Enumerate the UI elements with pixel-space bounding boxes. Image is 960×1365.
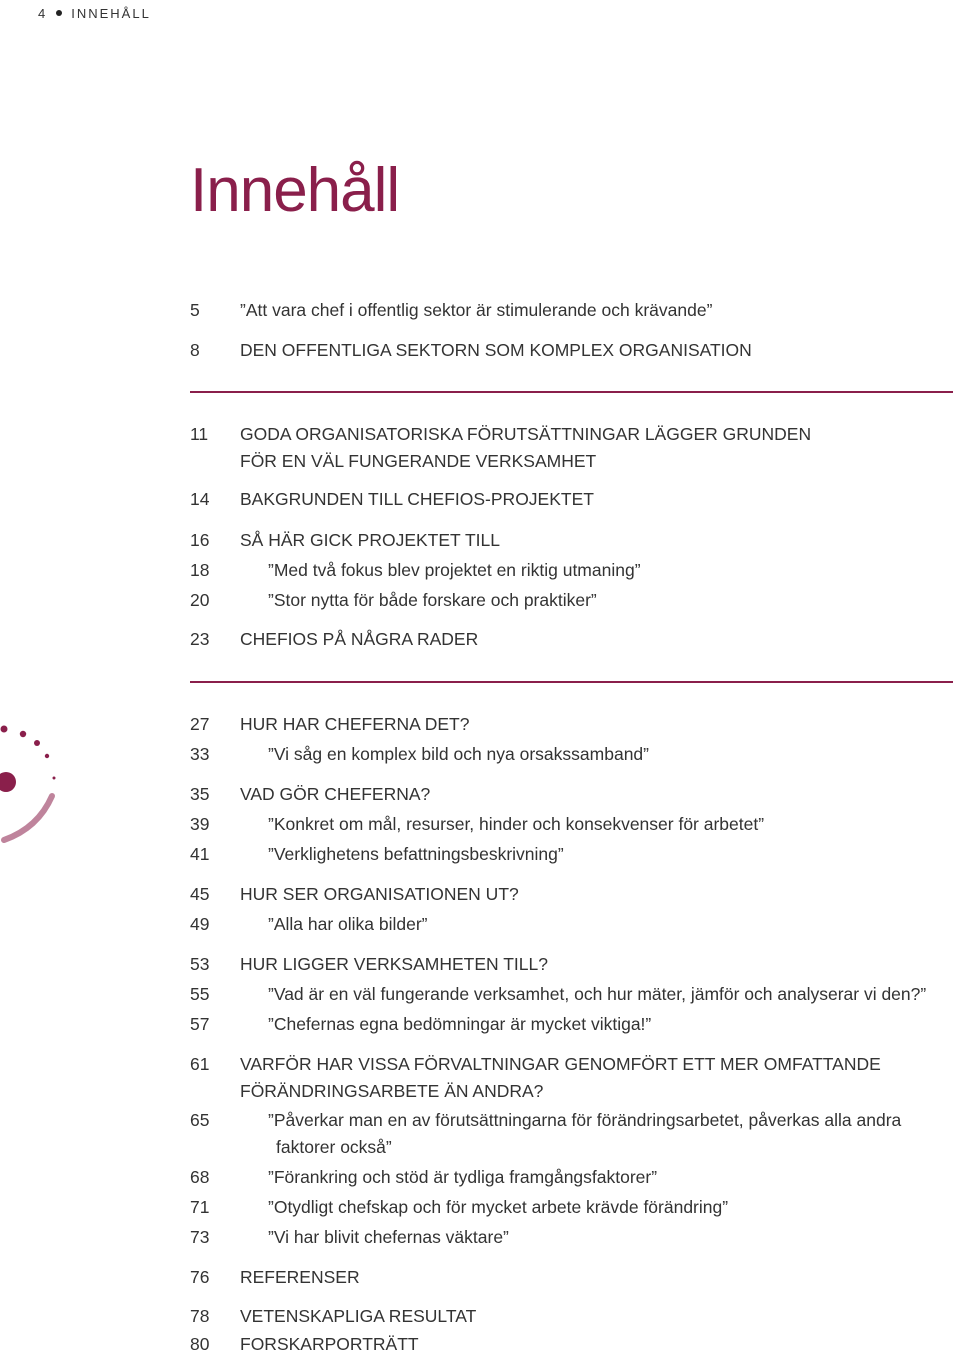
toc-entry-title: ”Förankring och stöd är tydliga framgångsfaktorer” [268,1167,658,1187]
toc-entry-title-line-1: VARFÖR HAR VISSA FÖRVALTNINGAR GENOMFÖRT ETT MER OMFATTANDE [240,1054,881,1074]
toc-page-number: 57 [190,1014,210,1034]
section-label: INNEHÅLL [71,5,151,21]
toc-page-number: 8 [190,340,200,360]
toc-entry-title: BAKGRUNDEN TILL CHEFIOS-PROJEKTET [240,489,594,509]
toc-entry-title: HUR HAR CHEFERNA DET? [240,714,470,734]
toc-entry-title: ”Stor nytta för både forskare och praktiker” [268,590,597,610]
toc-entry-title: ”Konkret om mål, resurser, hinder och konsekvenser för arbetet” [268,814,765,834]
page-title: Innehåll [190,156,400,225]
toc-entry-title: ”Otydligt chefskap och för mycket arbete krävde förändring” [268,1197,729,1217]
toc-page-number: 23 [190,629,210,649]
toc-page-number: 39 [190,814,210,834]
toc-entry-title: ”Med två fokus blev projektet en riktig utmaning” [268,560,641,580]
toc-page-number: 68 [190,1167,210,1187]
toc-entry-title: FORSKARPORTRÄTT [240,1334,419,1354]
decorative-arc-dots-icon [0,700,70,850]
toc-entry-title: ”Alla har olika bilder” [268,914,428,934]
toc-page-number: 14 [190,489,210,509]
toc-entry-title [268,1107,901,1161]
toc-entry-title: REFERENSER [240,1267,360,1287]
toc-page-number: 76 [190,1267,210,1287]
toc-entry-title: VAD GÖR CHEFERNA? [240,784,431,804]
page-number: 4 [38,5,48,21]
toc-page-number: 5 [190,300,200,320]
toc-entry-title-line-2: faktorer också” [276,1137,392,1157]
toc-page-number: 27 [190,714,210,734]
toc-page-number: 41 [190,844,210,864]
toc-page-number: 45 [190,884,210,904]
toc-entry-title-line-1: ”Påverkar man en av förutsättningarna för förändringsarbetet, påverkas alla andra [268,1110,902,1130]
toc-entry-title: SÅ HÄR GICK PROJEKTET TILL [240,530,500,550]
toc-entry-title: VETENSKAPLIGA RESULTAT [240,1306,477,1326]
toc-page-number: 80 [190,1334,210,1354]
toc-entry-title: ”Att vara chef i offentlig sektor är stimulerande och krävande” [240,300,713,320]
toc-page-number: 16 [190,530,210,550]
toc-page-number: 49 [190,914,210,934]
toc-entry-title: CHEFIOS PÅ NÅGRA RADER [240,629,479,649]
toc-entry-title: DEN OFFENTLIGA SEKTORN SOM KOMPLEX ORGANISATION [240,340,752,360]
divider-2 [190,681,953,683]
toc-entry-title [240,1051,881,1105]
toc-page-number: 55 [190,984,210,1004]
toc-entry-title: HUR SER ORGANISATIONEN UT? [240,884,519,904]
toc-entry-title: ”Vi såg en komplex bild och nya orsakssamband” [268,744,649,764]
running-header [38,3,151,23]
toc-page-number: 61 [190,1054,210,1074]
toc-page-number: 20 [190,590,210,610]
toc-entry-title-line-2: FÖRÄNDRINGSARBETE ÄN ANDRA? [240,1081,544,1101]
toc-page-number: 18 [190,560,210,580]
toc-page-number: 73 [190,1227,210,1247]
toc-entry-title [240,421,811,475]
toc-page-number: 33 [190,744,210,764]
toc-page-number: 53 [190,954,210,974]
toc-page-number: 11 [190,424,209,444]
toc-entry-title: HUR LIGGER VERKSAMHETEN TILL? [240,954,548,974]
toc-entry-title: ”Verklighetens befattningsbeskrivning” [268,844,564,864]
divider-1 [190,391,953,393]
toc-entry-title: ”Vad är en väl fungerande verksamhet, och hur mäter, jämför och analyserar vi den?” [268,984,927,1004]
toc-entry-title-line-1: GODA ORGANISATORISKA FÖRUTSÄTTNINGAR LÄGGER GRUNDEN [240,424,812,444]
toc-entry-title: ”Vi har blivit chefernas väktare” [268,1227,509,1247]
toc-entry-title-line-2: FÖR EN VÄL FUNGERANDE VERKSAMHET [240,451,597,471]
toc-page-number: 35 [190,784,210,804]
toc-entry-title: ”Chefernas egna bedömningar är mycket viktiga!” [268,1014,652,1034]
bullet-dot-icon [56,10,62,16]
toc-page-number: 71 [190,1197,210,1217]
toc-page-number: 65 [190,1110,210,1130]
toc-page-number: 78 [190,1306,210,1326]
